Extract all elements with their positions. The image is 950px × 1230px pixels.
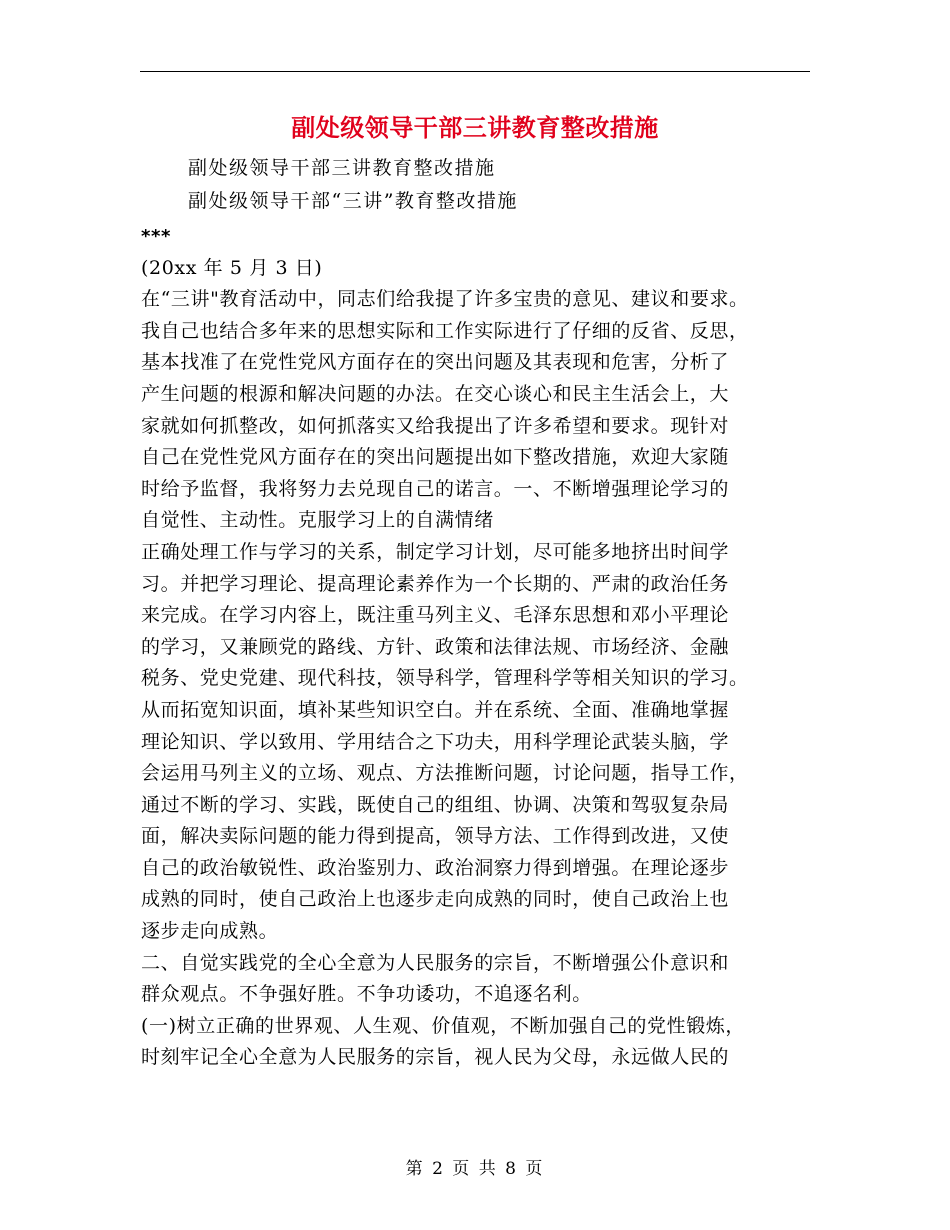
body-line: (一)树立正确的世界观、人生观、价值观，不断加强自己的党性锻炼， <box>141 1014 746 1037</box>
body-line: 二、自觉实践党的全心全意为人民服务的宗旨，不断增强公仆意识和 <box>141 951 730 974</box>
body-line: 正确处理工作与学习的关系，制定学习计划，尽可能多地挤出时间学 <box>141 540 730 563</box>
body-line: 产生问题的根源和解决问题的办法。在交心谈心和民主生活会上，大 <box>141 382 730 405</box>
subtitle-1: 副处级领导干部三讲教育整改措施 <box>188 157 496 179</box>
body-line: 成熟的同时，使自己政治上也逐步走向成熟的同时，使自己政治上也 <box>141 888 730 911</box>
body-line: 来完成。在学习内容上，既注重马列主义、毛泽东思想和邓小平理论 <box>141 604 730 627</box>
body-line: 的学习，又兼顾党的路线、方针、政策和法律法规、市场经济、金融 <box>141 635 730 658</box>
body-line: 时刻牢记全心全意为人民服务的宗旨，视人民为父母，永远做人民的 <box>141 1046 730 1069</box>
document-body <box>141 221 831 1074</box>
body-line: 家就如何抓整改，如何抓落实又给我提出了许多希望和要求。现针对 <box>141 414 730 437</box>
body-line: 习。并把学习理论、提高理论素养作为一个长期的、严肃的政治任务 <box>141 572 730 595</box>
header-rule <box>140 71 810 72</box>
body-line: 面，解决卖际问题的能力得到提高，领导方法、工作得到改进，又使 <box>141 825 730 848</box>
body-line: 基本找准了在党性党风方面存在的突出问题及其表现和危害，分析了 <box>141 351 730 374</box>
body-line: 我自己也结合多年来的思想实际和工作实际进行了仔细的反省、反思， <box>141 319 749 342</box>
document-title: 副处级领导干部三讲教育整改措施 <box>291 113 659 142</box>
body-line: 自觉性、主动性。克服学习上的自满情绪 <box>141 509 494 532</box>
body-line: 通过不断的学习、实践，既使自己的组组、协调、决策和驾驭复杂局 <box>141 793 730 816</box>
page-footer: 第 2 页 共 8 页 <box>405 1159 545 1179</box>
body-line: 税务、党史党建、现代科技，领导科学，管理科学等相关知识的学习。 <box>141 667 749 690</box>
body-line: 理论知识、学以致用、学用结合之下功夫，用科学理论武装头脑，学 <box>141 730 730 753</box>
body-line: 时给予监督，我将努力去兑现自己的诺言。一、不断增强理论学习的 <box>141 477 730 500</box>
body-line: 自己在党性党风方面存在的突出问题提出如下整改措施，欢迎大家随 <box>141 446 730 469</box>
body-line: 在“三讲"教育活动中，同志们给我提了许多宝贵的意见、建议和要求。 <box>141 288 749 311</box>
body-line: 会运用马列主义的立场、观点、方法推断问题，讨论问题，指导工作， <box>141 762 749 785</box>
subtitle-2: 副处级领导干部“三讲”教育整改措施 <box>188 190 518 212</box>
body-line: 自己的政治敏锐性、政治鉴别力、政治洞察力得到增强。在理论逐步 <box>141 856 730 879</box>
date-line: (20xx 年 5 月 3 日) <box>141 256 323 279</box>
body-line: 从而拓宽知识面，填补某些知识空白。并在系统、全面、准确地掌握 <box>141 698 730 721</box>
body-line: 逐步走向成熟。 <box>141 920 279 943</box>
body-line: 群众观点。不争强好胜。不争功诿功，不追逐名利。 <box>141 983 592 1006</box>
author-line: *** <box>141 226 172 247</box>
